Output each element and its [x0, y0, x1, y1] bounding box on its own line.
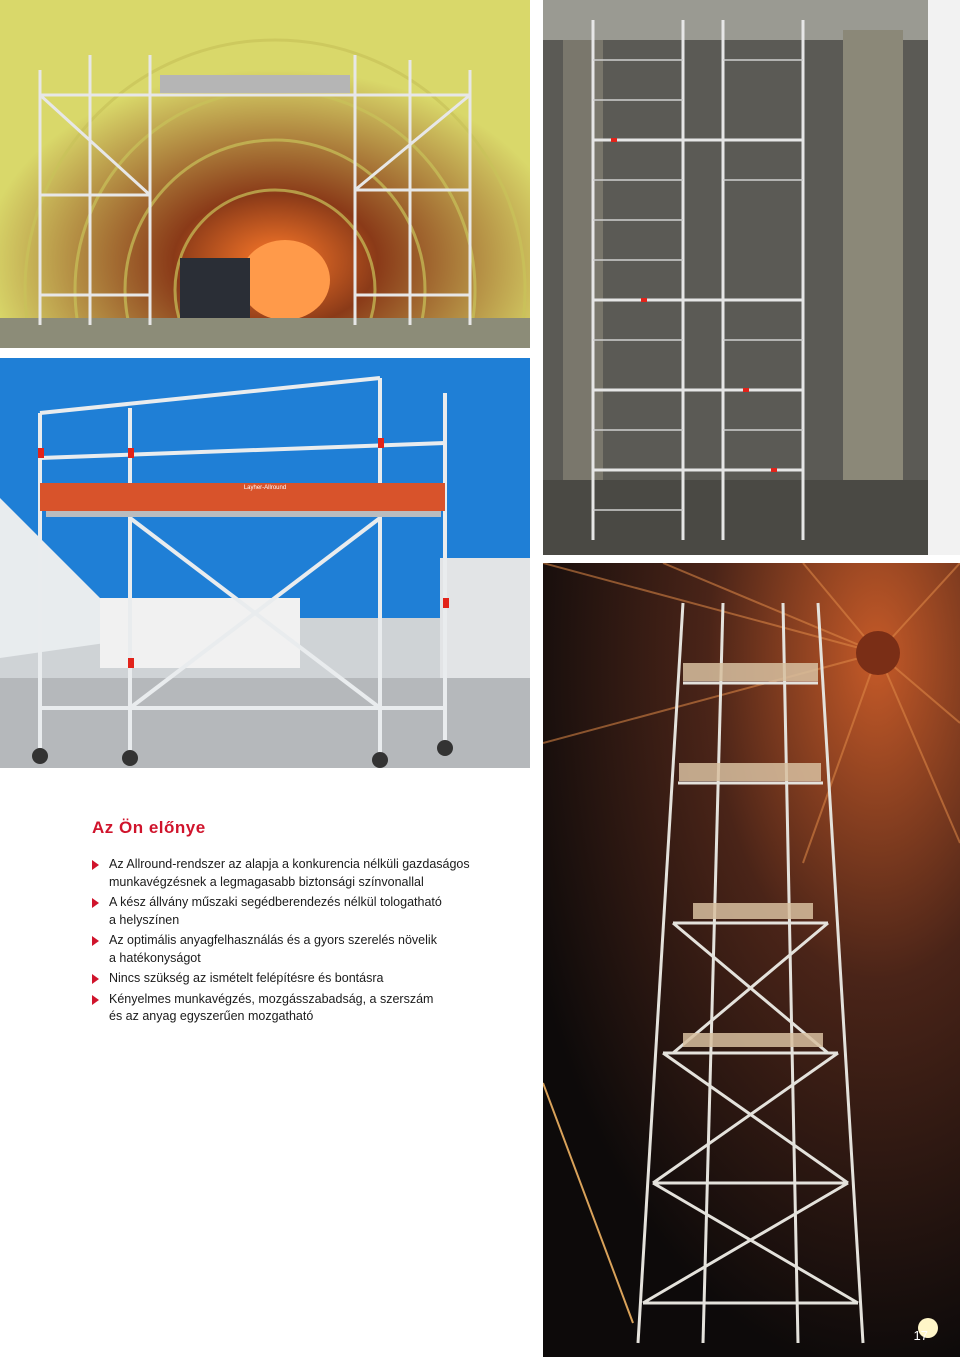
dome-tower-photo — [543, 563, 960, 1357]
list-item-line: Az optimális anyagfelhasználás és a gyors szerelés növelik — [109, 933, 437, 947]
bullet-arrow-icon — [92, 995, 99, 1005]
list-item-line: a helyszínen — [109, 912, 180, 927]
tunnel-scaffold-photo — [0, 0, 530, 348]
advantages-list — [92, 856, 532, 1026]
list-item — [92, 970, 532, 988]
list-item-line: Az Allround-rendszer az alapja a konkurencia nélküli gazdaságos — [109, 857, 470, 871]
list-item-line: a hatékonyságot — [109, 950, 201, 965]
page-number: 17 — [913, 1328, 928, 1343]
advantages-section — [92, 818, 532, 1029]
list-item — [92, 894, 532, 929]
list-item-line: és az anyag egyszerűen mozgatható — [109, 1009, 314, 1023]
list-item-line: Nincs szükség az ismételt felépítésre és bontásra — [109, 971, 384, 985]
list-item-line: A kész állvány műszaki segédberendezés nélkül tologatható — [109, 895, 442, 909]
hall-scaffold-photo — [543, 0, 960, 555]
bullet-arrow-icon — [92, 974, 99, 984]
platform-label: Layher-Allround — [243, 485, 287, 491]
list-item — [92, 856, 532, 891]
section-title: Az Ön előnye — [92, 818, 206, 837]
bullet-arrow-icon — [92, 936, 99, 946]
bullet-arrow-icon — [92, 898, 99, 908]
list-item — [92, 991, 532, 1026]
mobile-scaffold-photo — [0, 358, 530, 768]
list-item — [92, 932, 532, 967]
list-item-line: Kényelmes munkavégzés, mozgásszabadság, a szerszám — [109, 991, 434, 1006]
bullet-arrow-icon — [92, 860, 99, 870]
list-item-line: munkavégzésnek a legmagasabb biztonsági színvonallal — [109, 874, 424, 889]
